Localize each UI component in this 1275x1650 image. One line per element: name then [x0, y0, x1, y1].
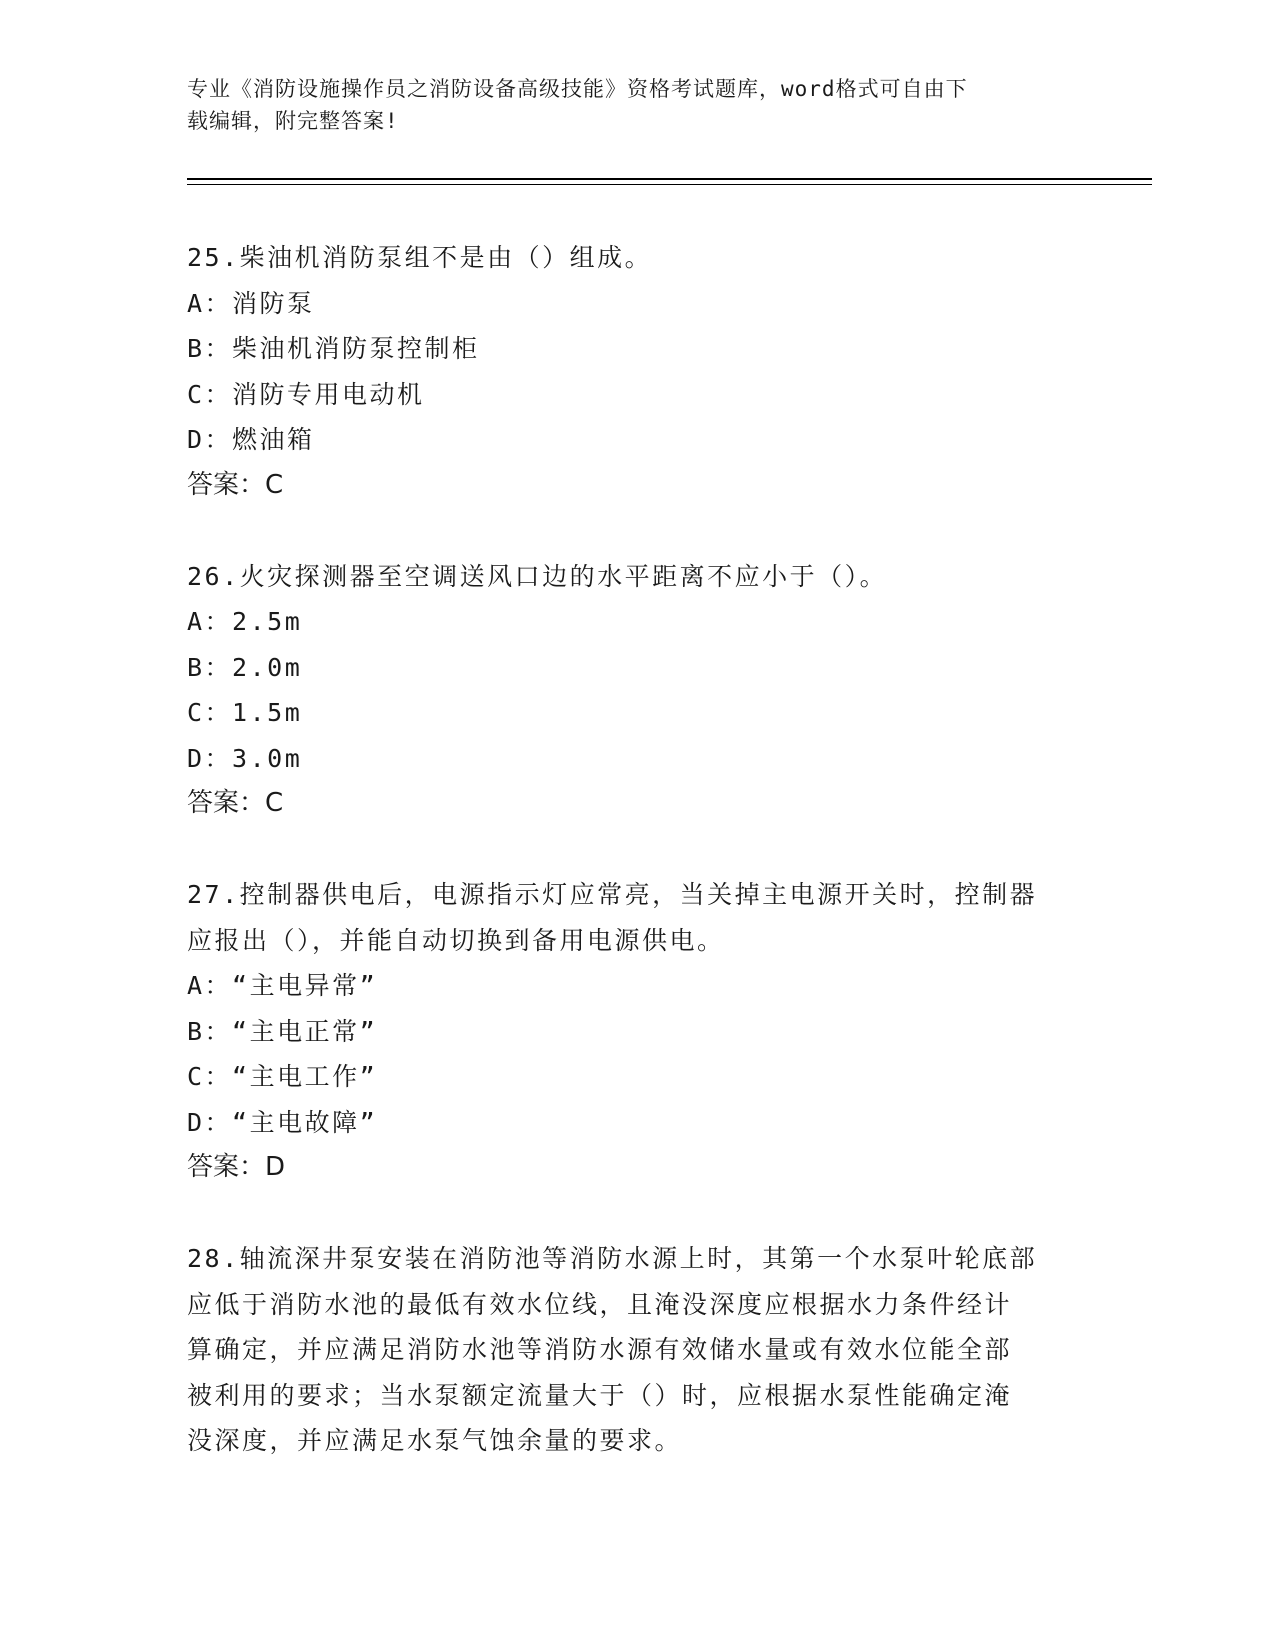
question-text: 25.柴油机消防泵组不是由（）组成。: [187, 243, 653, 272]
spacer: [187, 1191, 1067, 1237]
option-c: C：消防专用电动机: [187, 379, 425, 409]
question-list: [187, 235, 1067, 1464]
question-text: 26.火灾探测器至空调送风口边的水平距离不应小于（）。: [187, 561, 888, 591]
question-25: [187, 235, 1067, 508]
header-divider-thick: [187, 178, 1152, 180]
question-28: [187, 1236, 1067, 1464]
question-text-line-1: 27.控制器供电后，电源指示灯应常亮，当关掉主电源开关时，控制器: [187, 880, 1038, 909]
option-b: B：2.0m: [187, 652, 303, 682]
option-d: D：“主电故障”: [187, 1107, 378, 1137]
option-a: A：消防泵: [187, 288, 315, 318]
option-a: A：“主电异常”: [187, 971, 378, 1000]
spacer: [187, 508, 1067, 554]
header-line-2: 载编辑，附完整答案!: [187, 109, 399, 133]
option-d: D：3.0m: [187, 743, 303, 773]
answer: 答案：C: [187, 469, 284, 500]
question-text-line-5: 没深度，并应满足水泵气蚀余量的要求。: [187, 1426, 683, 1455]
option-a: A：2.5m: [187, 607, 303, 636]
header-line-1: 专业《消防设施操作员之消防设备高级技能》资格考试题库，word格式可自由下: [187, 77, 968, 101]
header-divider-thin: [187, 184, 1152, 185]
answer: 答案：D: [187, 1152, 286, 1182]
question-27: [187, 872, 1067, 1191]
option-c: C：1.5m: [187, 698, 303, 727]
option-b: B：“主电正常”: [187, 1016, 378, 1046]
question-text-line-3: 算确定，并应满足消防水池等消防水源有效储水量或有效水位能全部: [187, 1335, 1013, 1364]
question-text-line-1: 28.轴流深井泵安装在消防池等消防水源上时，其第一个水泵叶轮底部: [187, 1244, 1038, 1273]
question-text-line-4: 被利用的要求；当水泵额定流量大于（）时，应根据水泵性能确定淹: [187, 1380, 1013, 1410]
document-header: [187, 73, 1067, 137]
option-c: C：“主电工作”: [187, 1062, 378, 1091]
option-d: D：燃油箱: [187, 425, 315, 454]
answer: 答案：C: [187, 788, 284, 818]
spacer: [187, 827, 1067, 873]
option-b: B：柴油机消防泵控制柜: [187, 334, 480, 363]
question-text-line-2: 应报出（），并能自动切换到备用电源供电。: [187, 925, 725, 955]
question-text-line-2: 应低于消防水池的最低有效水位线，且淹没深度应根据水力条件经计: [187, 1289, 1013, 1319]
question-26: [187, 554, 1067, 827]
